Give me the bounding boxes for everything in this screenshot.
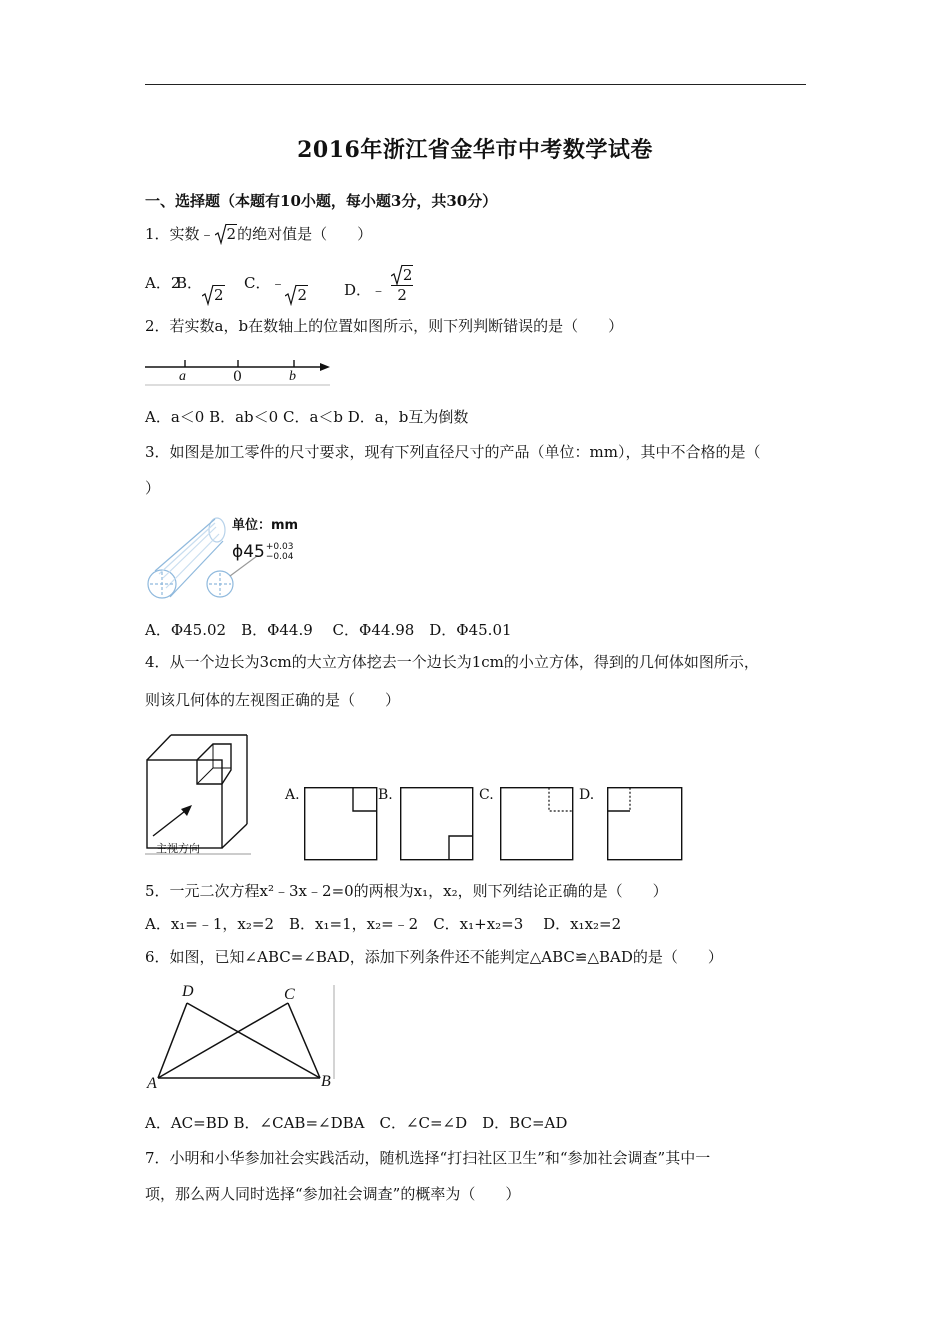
section-heading: 一、选择题（本题有10小题，每小题3分，共30分） (145, 192, 498, 210)
q6-label-a: A (147, 1075, 157, 1092)
q6-label-b: B (321, 1073, 331, 1090)
header-rule (145, 84, 806, 85)
q2-options: A．a＜0 B．ab＜0 C．a＜b D．a，b互为倒数 (145, 408, 469, 426)
q1-option-b-sqrt: 2 (202, 286, 225, 304)
q1-stem-post: 的绝对值是（ ） (237, 225, 373, 243)
q4-stem-line2: 则该几何体的左视图正确的是（ ） (145, 691, 401, 709)
q2-label-b: b (289, 369, 296, 384)
q6-options: A．AC=BD B．∠CAB=∠DBA C．∠C=∠D D．BC=AD (145, 1114, 568, 1132)
q1-option-d-fraction: $\frac{2}{2}$ (391, 266, 414, 304)
q2-stem: 2．若实数a，b在数轴上的位置如图所示，则下列判断错误的是（ ） (145, 317, 624, 335)
q1-option-c: C．﹣ 2 (244, 274, 308, 304)
page-title: 2016年浙江省金华市中考数学试卷 (297, 137, 653, 163)
q2-label-a: a (179, 369, 186, 384)
q5-stem: 5．一元二次方程x²﹣3x﹣2=0的两根为x₁，x₂，则下列结论正确的是（ ） (145, 882, 668, 900)
q6-triangle-figure (145, 985, 337, 1090)
q3-tolerance-base: ϕ45 (232, 542, 265, 562)
q4-option-c-view (500, 787, 574, 861)
q4-cube-caption: 主视方向 (156, 842, 200, 855)
q3-stem-line1: 3．如图是加工零件的尺寸要求，现有下列直径尺寸的产品（单位：mm），其中不合格的是（ (145, 443, 761, 461)
q1-stem (145, 223, 372, 244)
q3-tolerance (232, 542, 293, 562)
q3-options: A．Φ45.02 B．Φ44.9 C．Φ44.98 D．Φ45.01 (145, 621, 512, 639)
q1-stem-sqrt: 2 (215, 225, 238, 243)
q1-stem-pre: 1．实数﹣ (145, 225, 215, 243)
q3-stem-line2: ） (145, 479, 161, 497)
q4-opt-b-label: B. (378, 787, 393, 803)
q3-unit-label: 单位：mm (232, 518, 299, 533)
q4-opt-c-label: C. (479, 787, 494, 803)
q4-option-d-view (607, 787, 683, 861)
q1-option-c-sqrt: 2 (285, 286, 308, 304)
q3-tolerance-lower: −0.04 (265, 552, 294, 562)
q5-options: A．x₁=﹣1，x₂=2 B．x₁=1，x₂=﹣2 C．x₁+x₂=3 D．x₁x₂=2 (145, 915, 622, 933)
q7-stem-line1: 7．小明和小华参加社会实践活动，随机选择“打扫社区卫生”和“参加社会调查”其中一 (145, 1149, 711, 1167)
q4-option-a-view (304, 787, 378, 861)
q3-tolerance-upper: +0.03 (265, 542, 294, 552)
q4-stem-line1: 4．从一个边长为3cm的大立方体挖去一个边长为1cm的小立方体，得到的几何体如图所示， (145, 653, 759, 671)
q4-opt-a-label: A. (285, 787, 300, 803)
q4-opt-d-label: D. (579, 787, 595, 803)
q1-option-a: A．2 (145, 274, 181, 292)
q6-stem: 6．如图，已知∠ABC=∠BAD，添加下列条件还不能判定△ABC≌△BAD的是（ ） (145, 948, 723, 966)
q6-label-c: C (284, 986, 295, 1003)
q2-label-zero: 0 (233, 369, 242, 385)
q1-option-d: D．﹣ $\frac{2}{2}$ (344, 266, 413, 304)
q1-option-b: B． 2 (176, 274, 224, 304)
q4-option-b-view (400, 787, 474, 861)
q7-stem-line2: 项，那么两人同时选择“参加社会调查”的概率为（ ） (145, 1185, 521, 1203)
q6-label-d: D (182, 983, 194, 1000)
